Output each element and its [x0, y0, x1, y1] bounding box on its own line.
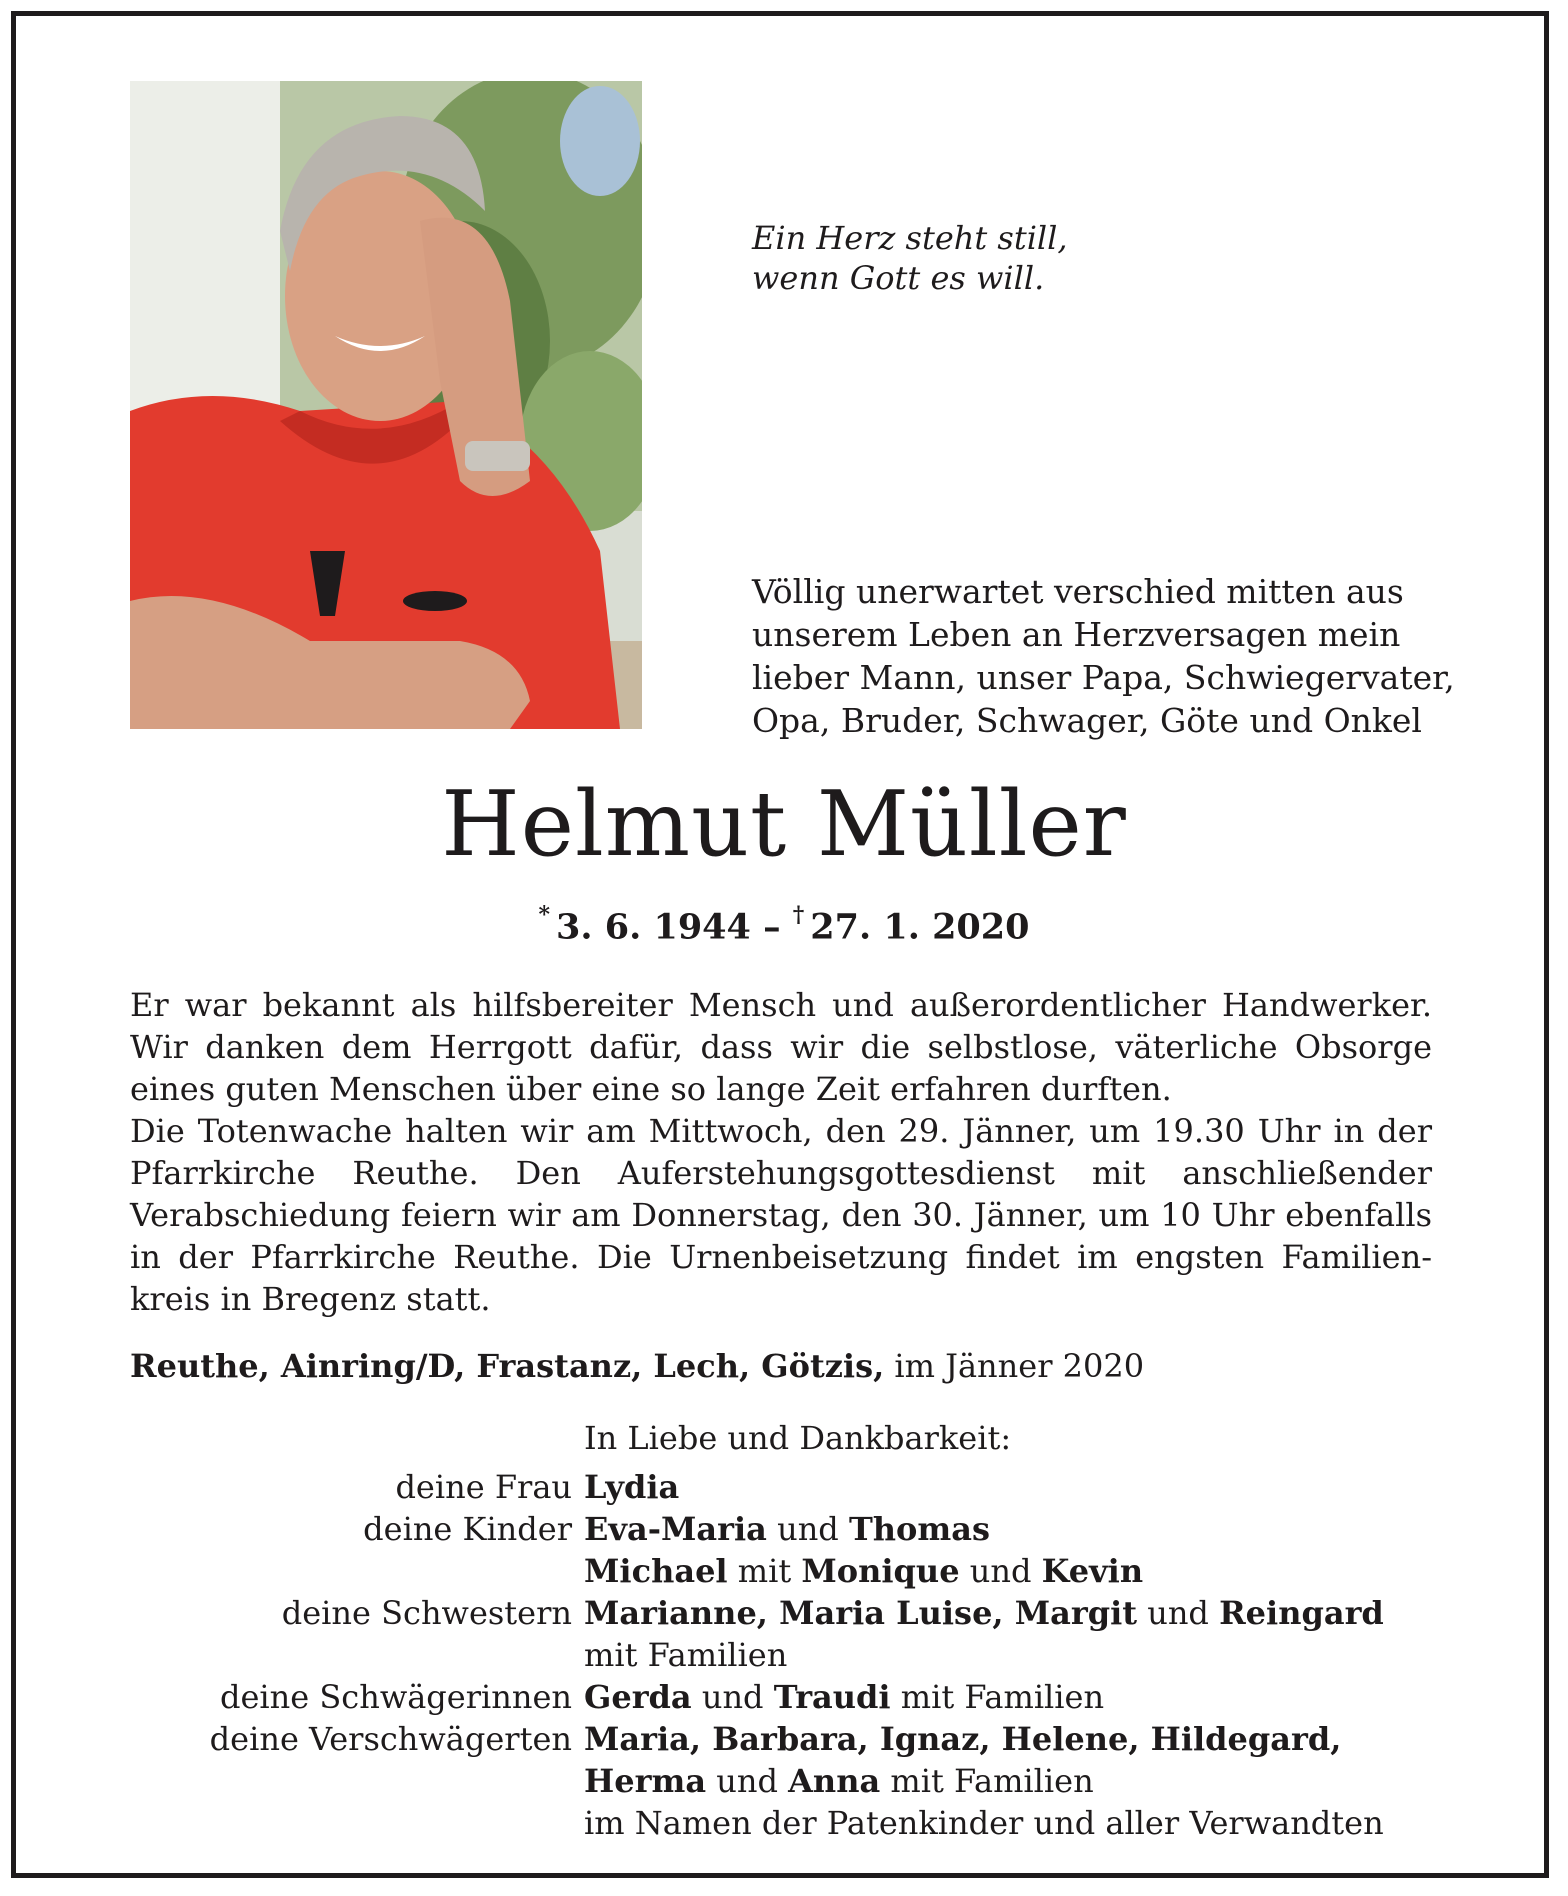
body-line: in der Pfarrkirche Reuthe. Die Urnenbeisetzung findet im engsten Familien- — [130, 1238, 1432, 1276]
family-names — [584, 1802, 1384, 1844]
family-relation: deine Schwägerinnen — [219, 1678, 572, 1716]
family-names — [584, 1550, 1143, 1592]
family-relation: deine Kinder — [363, 1510, 572, 1548]
places-names: Reuthe, Ainring/D, Frastanz, Lech, Götzis, — [130, 1347, 885, 1385]
family-connector: und — [1137, 1594, 1220, 1632]
motto-line: wenn Gott es will. — [752, 259, 1045, 297]
family-member-name: Kevin — [1041, 1552, 1144, 1590]
family-names — [584, 1676, 1104, 1718]
family-names — [584, 1466, 679, 1508]
family-connector: und — [766, 1510, 849, 1548]
family-member-name: Reingard — [1219, 1594, 1384, 1632]
family-relation — [130, 1550, 584, 1592]
family-names — [584, 1508, 990, 1550]
deceased-name: Helmut Müller — [441, 772, 1127, 877]
places-date: im Jänner 2020 — [884, 1347, 1145, 1385]
family-row — [130, 1802, 1460, 1844]
family-member-name: Herma — [584, 1762, 707, 1800]
family-member-name: Monique — [801, 1552, 960, 1590]
family-names — [584, 1634, 787, 1676]
family-connector: mit Familien — [584, 1636, 788, 1674]
body-line: Wir danken dem Herrgott dafür, dass wir die selbstlose, väterliche Obsorge — [130, 1028, 1432, 1066]
places-line — [130, 1345, 1144, 1387]
intro-line: Völlig unerwartet verschied mitten aus — [752, 572, 1404, 611]
family-connector: und — [691, 1678, 774, 1716]
family-member-name: Maria, Barbara, Ignaz, Helene, Hildegard, — [584, 1720, 1342, 1758]
body-line: Die Totenwache halten wir am Mittwoch, den 29. Jänner, um 19.30 Uhr in der — [130, 1112, 1432, 1150]
motto — [752, 218, 1068, 298]
family-connector: und — [959, 1552, 1042, 1590]
family-row — [130, 1760, 1460, 1802]
portrait-photo — [130, 81, 642, 729]
family-row — [130, 1676, 1460, 1718]
body-text — [130, 984, 1432, 1320]
family-row — [130, 1592, 1460, 1634]
family-connector: mit Familien — [890, 1678, 1105, 1716]
body-line: kreis in Bregenz statt. — [130, 1280, 491, 1318]
date-separator: – — [763, 906, 781, 948]
body-line: Verabschiedung feiern wir am Donnerstag, den 30. Jänner, um 10 Uhr ebenfalls — [130, 1196, 1432, 1234]
family-member-name: Marianne, Maria Luise, Margit — [584, 1594, 1138, 1632]
closing-line: In Liebe und Dankbarkeit: — [584, 1419, 1012, 1457]
motto-line: Ein Herz steht still, — [752, 219, 1068, 257]
family-connector: im Namen der Patenkinder und aller Verwandten — [584, 1804, 1384, 1842]
family-relation: deine Verschwägerten — [209, 1720, 572, 1758]
family-relation: deine Frau — [395, 1468, 572, 1506]
family-relation — [130, 1760, 584, 1802]
family-row — [130, 1508, 1460, 1550]
family-relation: deine Schwestern — [281, 1594, 572, 1632]
family-member-name: Traudi — [773, 1678, 891, 1716]
family-member-name: Eva-Maria — [584, 1510, 767, 1548]
family-names — [584, 1760, 1094, 1802]
family-member-name: Anna — [788, 1762, 881, 1800]
family-row — [130, 1550, 1460, 1592]
family-list — [130, 1466, 1460, 1844]
body-line: Er war bekannt als hilfsbereiter Mensch und außerordentlicher Handwerker. — [130, 986, 1432, 1024]
family-connector: mit Familien — [880, 1762, 1094, 1800]
life-dates — [0, 896, 1568, 951]
family-row — [130, 1634, 1460, 1676]
family-relation — [130, 1634, 584, 1676]
body-line: eines guten Menschen über eine so lange Zeit erfahren durften. — [130, 1070, 1172, 1108]
family-member-name: Gerda — [584, 1678, 692, 1716]
death-date: 27. 1. 2020 — [810, 906, 1030, 948]
family-relation — [130, 1802, 584, 1844]
birth-date: 3. 6. 1944 — [556, 906, 751, 948]
family-connector: mit — [727, 1552, 802, 1590]
intro-line: Opa, Bruder, Schwager, Göte und Onkel — [752, 701, 1422, 740]
intro-line: unserem Leben an Herzversagen mein — [752, 615, 1401, 654]
family-connector: und — [706, 1762, 789, 1800]
birth-mark: * — [538, 902, 551, 928]
family-names — [584, 1718, 1341, 1760]
intro-line: lieber Mann, unser Papa, Schwiegervater, — [752, 658, 1455, 697]
family-member-name: Michael — [584, 1552, 728, 1590]
body-line: Pfarrkirche Reuthe. Den Auferstehungsgottesdienst mit anschließender — [130, 1154, 1432, 1192]
family-member-name: Thomas — [848, 1510, 990, 1548]
family-names — [584, 1592, 1384, 1634]
family-member-name: Lydia — [584, 1468, 680, 1506]
family-row — [130, 1466, 1460, 1508]
intro-text — [752, 570, 1455, 742]
family-row — [130, 1718, 1460, 1760]
death-mark: † — [792, 902, 805, 928]
